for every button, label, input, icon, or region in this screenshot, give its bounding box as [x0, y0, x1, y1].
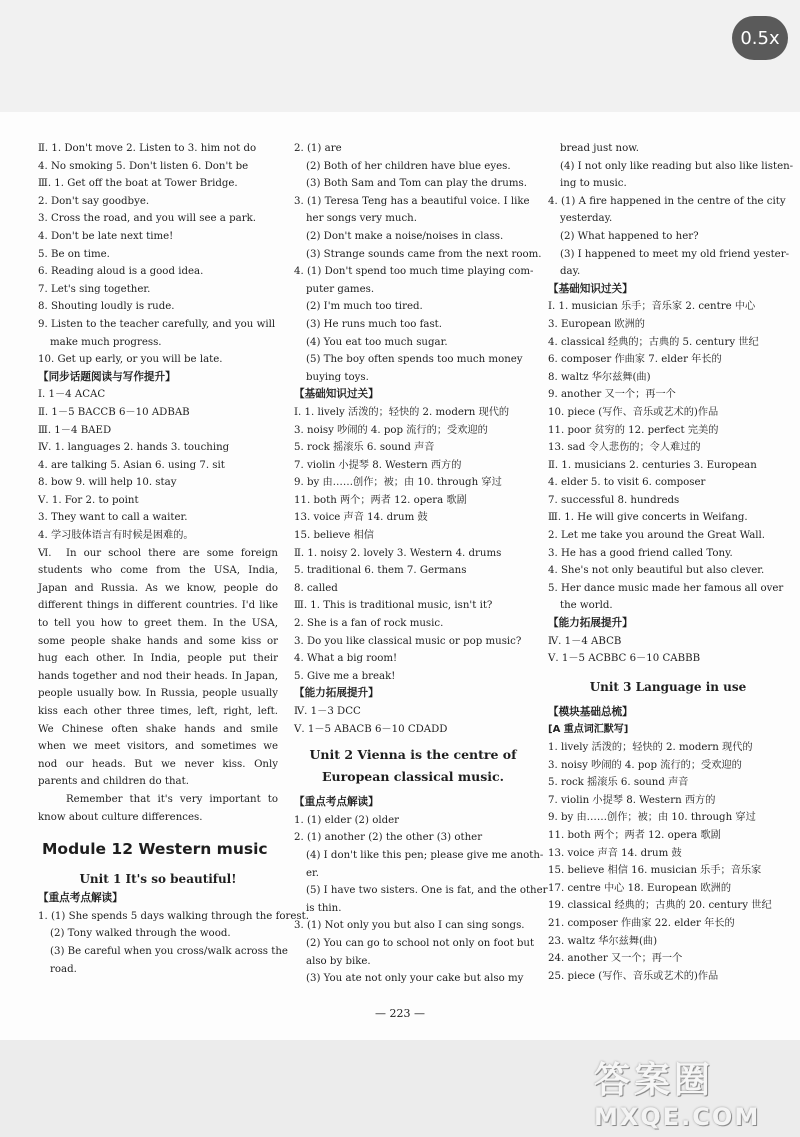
answer-line: Ⅰ. 1. lively 活泼的；轻快的 2. modern 现代的: [294, 406, 510, 418]
answer-line: Ⅳ. 1. languages 2. hands 3. touching: [38, 442, 230, 454]
ability-answers: [548, 633, 788, 668]
section-heading: 【同步话题阅读与写作提升】: [38, 370, 176, 383]
answer-line: Ⅱ. 1. musicians 2. centuries 3. European: [548, 459, 757, 471]
section-heading: 【模块基础总梳】: [548, 705, 633, 718]
answer-line: 7. successful 8. hundreds: [548, 494, 680, 506]
answer-line: 6. composer 作曲家 7. elder 年长的: [548, 354, 722, 366]
answer-line: 5. Give me a break!: [294, 670, 396, 682]
answer-line: 13. voice 声音 14. drum 鼓: [548, 847, 682, 859]
answer-line: 23. waltz 华尔兹舞(曲): [548, 935, 658, 947]
answer-line: 7. violin 小提琴 8. Western 西方的: [548, 794, 716, 806]
answer-line: Ⅱ. 1. Don't move 2. Listen to 3. him not do: [38, 143, 257, 154]
answer-line: (2) What happened to her?: [560, 230, 699, 242]
answer-line: 24. another 又一个；再一个: [548, 953, 683, 965]
answer-line: (2) Both of her children have blue eyes.: [306, 160, 511, 172]
answer-line: 1. (1) elder (2) older: [294, 814, 400, 826]
section-heading: 【能力拓展提升】: [294, 687, 379, 700]
key-answers: [294, 812, 548, 988]
answer-line: 17. centre 中心 18. European 欧洲的: [548, 882, 732, 894]
answer-line: Ⅲ. 1. This is traditional music, isn't it?: [294, 600, 493, 612]
answer-line: bread just now.: [560, 143, 639, 154]
answer-line: 4. 学习肢体语言有时候是困难的。: [38, 530, 194, 542]
answer-line: 8. called: [294, 582, 338, 594]
answer-line: (3) I happened to meet my old friend yester-: [560, 248, 790, 260]
page-number: — 223 —: [375, 1007, 425, 1020]
answer-line: day.: [560, 266, 581, 278]
unit-title: Unit 1 It's so beautiful!: [79, 872, 237, 887]
answer-line: 4. Don't be late next time!: [38, 230, 174, 242]
answer-line: er.: [306, 867, 320, 879]
answer-line: 2. Let me take you around the Great Wall.: [548, 530, 766, 542]
answer-line: 13. voice 声音 14. drum 鼓: [294, 512, 428, 524]
section-heading: 【基础知识过关】: [548, 282, 633, 295]
answer-line: 8. Shouting loudly is rude.: [38, 301, 175, 313]
answer-line: 5. Her dance music made her famous all over: [548, 582, 784, 594]
answer-line: 9. Listen to the teacher carefully, and you will: [38, 318, 276, 330]
answer-line: Ⅱ. 1－5 BACCB 6－10 ADBAB: [38, 406, 190, 418]
answer-line: Ⅱ. 1. noisy 2. lovely 3. Western 4. drums: [294, 547, 502, 559]
answer-line: (2) Tony walked through the wood.: [50, 928, 231, 940]
answer-line: (2) Don't make a noise/noises in class.: [306, 230, 504, 242]
answer-line: puter games.: [306, 283, 375, 295]
section-heading: 【基础知识过关】: [294, 388, 379, 401]
answer-line: 5. Be on time.: [38, 248, 110, 260]
answer-line: (2) You can go to school not only on foot but: [306, 937, 535, 949]
basic-answers: [548, 298, 788, 615]
column-2: [294, 140, 548, 988]
answer-list: [548, 140, 794, 281]
column-3: [548, 140, 794, 985]
answer-line: (5) The boy often spends too much money: [306, 354, 523, 366]
answer-line: 9. another 又一个；再一个: [548, 389, 676, 401]
answer-line: 4. elder 5. to visit 6. composer: [548, 477, 706, 489]
answer-line: (5) I have two sisters. One is fat, and the other: [306, 885, 548, 897]
answer-line: (3) Both Sam and Tom can play the drums.: [306, 178, 527, 190]
watermark-logo-text: 答案圈: [594, 1060, 715, 1101]
answer-line: 3. Cross the road, and you will see a park.: [38, 213, 256, 225]
answer-line: also by bike.: [306, 955, 371, 967]
vocab-answers: [548, 739, 788, 985]
viewer-toolbar: [0, 0, 800, 112]
answer-list: [38, 140, 278, 369]
answer-line: 6. Reading aloud is a good idea.: [38, 266, 204, 278]
answer-line: 3. noisy 吵闹的 4. pop 流行的；受欢迎的: [294, 424, 488, 436]
answer-line: 3. (1) Teresa Teng has a beautiful voice. I like: [294, 195, 530, 207]
answer-line: 3. (1) Not only you but also I can sing songs.: [294, 920, 525, 932]
subsection-heading: [A 重点词汇默写]: [548, 724, 629, 736]
answer-line: (4) I not only like reading but also like listen-: [560, 160, 794, 172]
answer-line: 25. piece (写作、音乐或艺术的)作品: [548, 970, 719, 982]
answer-line: 5. traditional 6. them 7. Germans: [294, 565, 467, 577]
essay-paragraph: In our school there are some foreign students who come from the USA, India, Japan and Russia. As we know, people do different things in different countries. I'd like to tell you how to greet them. In the USA, some people shake hands and some kiss or hug each other. In India, people put their hands together and nod their heads. In Japan, people usually bow. In Russia, people usually kiss each other three times, left, right, left. We Chinese often shake hands and smile when we meet visitors, and sometimes we nod our heads. But we never kiss. Only parents and children do that.: [38, 547, 278, 788]
answer-line: Ⅳ. 1－3 DCC: [294, 706, 361, 717]
watermark: [594, 1052, 784, 1132]
answer-line: 13. sad 令人悲伤的；令人难过的: [548, 442, 701, 454]
answer-line: 4. She's not only beautiful but also clever.: [548, 565, 765, 577]
answer-line: her songs very much.: [306, 213, 417, 225]
watermark-url: MXQE.COM: [594, 1103, 761, 1131]
answer-line: the world.: [560, 600, 613, 612]
essay-paragraph: Remember that it's very important to know about culture differences.: [38, 793, 278, 823]
answer-line: 2. She is a fan of rock music.: [294, 618, 444, 630]
answer-line: 15. believe 相信: [294, 530, 374, 542]
answer-line: 9. by 由……创作；被；由 10. through 穿过: [548, 812, 756, 824]
answer-line: 1. (1) She spends 5 days walking through the forest.: [38, 910, 309, 922]
zoom-level-button[interactable]: 0.5x: [732, 16, 788, 60]
answer-line: (3) Be careful when you cross/walk across the: [50, 945, 288, 957]
answer-line: 2. (1) are: [294, 143, 342, 154]
unit-title-line: European classical music.: [322, 769, 504, 785]
answer-line: 3. He has a good friend called Tony.: [548, 547, 733, 559]
answer-line: road.: [50, 963, 77, 975]
answer-line: 8. bow 9. will help 10. stay: [38, 477, 177, 489]
answer-line: Ⅴ. 1. For 2. to point: [38, 494, 139, 506]
key-answers: [38, 908, 309, 978]
answer-line: 19. classical 经典的；古典的 20. century 世纪: [548, 900, 772, 912]
reading-answers: [38, 386, 278, 544]
answer-line: 7. violin 小提琴 8. Western 西方的: [294, 459, 462, 471]
answer-line: (3) Strange sounds came from the next room.: [306, 248, 542, 260]
answer-line: 11. poor 贫穷的 12. perfect 完美的: [548, 424, 719, 436]
answer-line: 4. classical 经典的；古典的 5. century 世纪: [548, 336, 759, 348]
answer-line: 2. Don't say goodbye.: [38, 195, 150, 207]
answer-line: (4) I don't like this pen; please give me anoth-: [306, 849, 544, 861]
essay-label: Ⅵ.: [38, 547, 52, 559]
answer-line: Ⅰ. 1－4 ACAC: [38, 389, 106, 401]
answer-line: 21. composer 作曲家 22. elder 年长的: [548, 917, 735, 929]
answer-line: ing to music.: [560, 178, 627, 190]
answer-line: yesterday.: [560, 213, 613, 225]
answer-line: (2) I'm much too tired.: [306, 301, 423, 313]
answer-line: 3. noisy 吵闹的 4. pop 流行的；受欢迎的: [548, 759, 742, 771]
answer-line: 4. are talking 5. Asian 6. using 7. sit: [38, 459, 225, 471]
answer-line: (4) You eat too much sugar.: [306, 336, 448, 348]
answer-line: 4. (1) Don't spend too much time playing com-: [294, 266, 534, 278]
answer-line: 4. What a big room!: [294, 653, 398, 665]
answer-line: 10. piece (写作、音乐或艺术的)作品: [548, 406, 719, 418]
section-heading: 【重点考点解读】: [294, 796, 379, 809]
answer-line: 10. Get up early, or you will be late.: [38, 354, 223, 366]
answer-line: 11. both 两个；两者 12. opera 歌剧: [294, 494, 467, 506]
unit-title: Unit 3 Language in use: [589, 679, 747, 694]
answer-line: Ⅲ. 1. He will give concerts in Weifang.: [548, 512, 748, 524]
answer-list: [294, 140, 542, 386]
answer-line: Ⅴ. 1－5 ABACB 6－10 CDADD: [294, 723, 448, 735]
answer-line: Ⅰ. 1. musician 乐手；音乐家 2. centre 中心: [548, 301, 756, 313]
answer-line: 2. (1) another (2) the other (3) other: [294, 832, 483, 844]
answer-line: 3. European 欧洲的: [548, 318, 645, 330]
answer-line: (3) You ate not only your cake but also my: [306, 973, 524, 985]
answer-line: Ⅲ. 1. Get off the boat at Tower Bridge.: [38, 178, 238, 190]
answer-line: 5. rock 摇滚乐 6. sound 声音: [548, 777, 689, 789]
column-1: [38, 140, 309, 978]
document-page: [0, 112, 800, 1040]
answer-line: Ⅴ. 1－5 ACBBC 6－10 CABBB: [548, 653, 701, 665]
answer-line: 5. rock 摇滚乐 6. sound 声音: [294, 442, 435, 454]
answer-line: buying toys.: [306, 371, 369, 383]
basic-answers: [294, 404, 532, 686]
answer-line: Ⅳ. 1－4 ABCB: [548, 635, 622, 647]
answer-line: Ⅲ. 1－4 BAED: [38, 424, 112, 436]
unit-title-line: Unit 2 Vienna is the centre of: [309, 747, 517, 763]
answer-line: 8. waltz 华尔兹舞(曲): [548, 371, 651, 383]
section-heading: 【能力拓展提升】: [548, 617, 633, 630]
answer-line: 4. (1) A fire happened in the centre of the city: [548, 195, 786, 207]
answer-line: (3) He runs much too fast.: [306, 318, 443, 330]
answer-line: 1. lively 活泼的；轻快的 2. modern 现代的: [548, 742, 753, 753]
answer-line: 4. No smoking 5. Don't listen 6. Don't be: [38, 160, 249, 172]
module-title: Module 12 Western music: [42, 840, 268, 859]
ability-answers: [294, 703, 532, 738]
answer-line: make much progress.: [50, 336, 162, 348]
answer-line: 11. both 两个；两者 12. opera 歌剧: [548, 829, 721, 841]
answer-line: 15. believe 相信 16. musician 乐手；音乐家: [548, 865, 762, 877]
section-heading: 【重点考点解读】: [38, 892, 123, 905]
answer-line: 3. They want to call a waiter.: [38, 512, 188, 524]
answer-line: 3. Do you like classical music or pop music?: [294, 635, 522, 647]
answer-line: 9. by 由……创作；被；由 10. through 穿过: [294, 477, 502, 489]
answer-line: is thin.: [306, 902, 342, 914]
answer-line: 7. Let's sing together.: [38, 283, 151, 295]
unit-title: [294, 744, 532, 788]
